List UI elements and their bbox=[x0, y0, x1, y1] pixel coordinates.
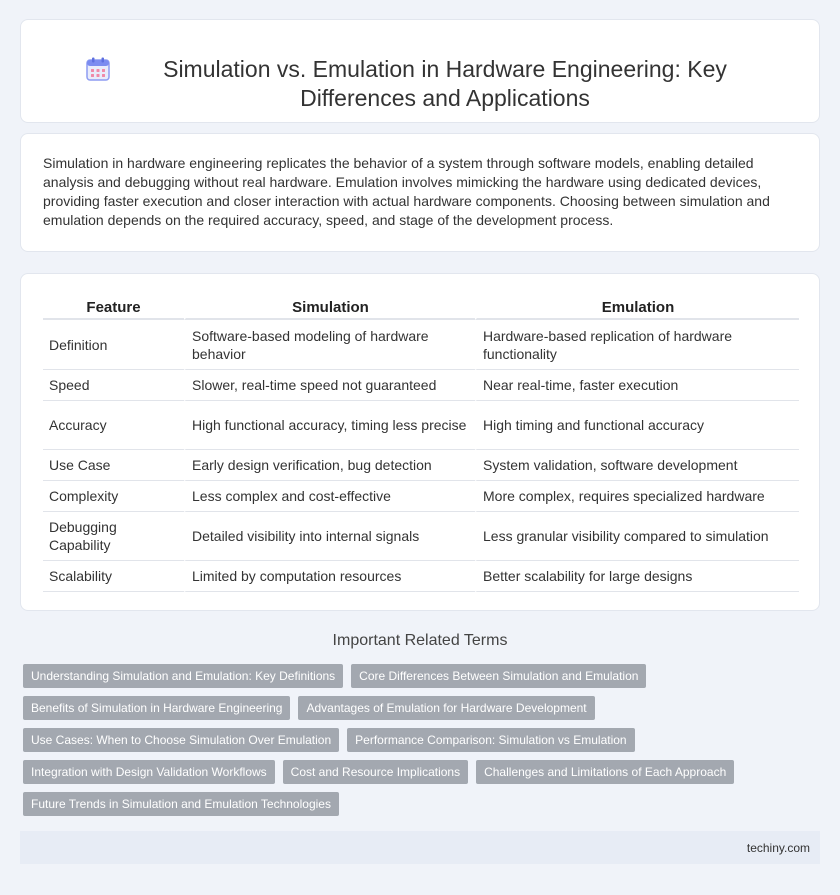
footer bbox=[20, 831, 820, 864]
table-cell-simulation: Limited by computation resources bbox=[184, 561, 475, 592]
related-terms-list bbox=[23, 664, 783, 824]
intro-card bbox=[20, 133, 820, 252]
table-cell-simulation: Slower, real-time speed not guaranteed bbox=[184, 370, 475, 401]
table-row bbox=[43, 401, 799, 450]
table-cell-feature: Use Case bbox=[43, 450, 184, 481]
table-header-row bbox=[43, 295, 799, 320]
table-cell-feature: Complexity bbox=[43, 481, 184, 512]
related-terms-heading: Important Related Terms bbox=[332, 632, 508, 649]
table-cell-emulation: Better scalability for large designs bbox=[475, 561, 799, 592]
title-card bbox=[20, 19, 820, 123]
table-row bbox=[43, 370, 799, 401]
table-cell-feature: Definition bbox=[43, 320, 184, 370]
table-cell-simulation: High functional accuracy, timing less precise bbox=[184, 401, 475, 450]
related-term-tag[interactable]: Advantages of Emulation for Hardware Development bbox=[298, 696, 594, 720]
table-row bbox=[43, 320, 799, 370]
table-cell-simulation: Detailed visibility into internal signals bbox=[184, 512, 475, 561]
related-term-tag[interactable]: Performance Comparison: Simulation vs Emulation bbox=[347, 728, 634, 752]
column-header-feature: Feature bbox=[43, 295, 184, 320]
table-cell-feature: Debugging Capability bbox=[43, 512, 184, 561]
table-cell-simulation: Early design verification, bug detection bbox=[184, 450, 475, 481]
table-cell-emulation: High timing and functional accuracy bbox=[475, 401, 799, 450]
related-term-tag[interactable]: Understanding Simulation and Emulation: Key Definitions bbox=[23, 664, 343, 688]
table-cell-emulation: Near real-time, faster execution bbox=[475, 370, 799, 401]
calendar-icon bbox=[85, 56, 111, 82]
table-cell-simulation: Less complex and cost-effective bbox=[184, 481, 475, 512]
related-term-tag[interactable]: Integration with Design Validation Workflows bbox=[23, 760, 275, 784]
table-cell-emulation: Less granular visibility compared to simulation bbox=[475, 512, 799, 561]
column-header-simulation: Simulation bbox=[184, 295, 475, 320]
table-cell-emulation: System validation, software development bbox=[475, 450, 799, 481]
table-cell-simulation: Software-based modeling of hardware behavior bbox=[184, 320, 475, 370]
table-row bbox=[43, 561, 799, 592]
table-cell-emulation: Hardware-based replication of hardware functionality bbox=[475, 320, 799, 370]
related-term-tag[interactable]: Core Differences Between Simulation and Emulation bbox=[351, 664, 646, 688]
related-term-tag[interactable]: Challenges and Limitations of Each Approach bbox=[476, 760, 734, 784]
table-cell-feature: Accuracy bbox=[43, 401, 184, 450]
table-cell-feature: Scalability bbox=[43, 561, 184, 592]
comparison-table-card bbox=[20, 273, 820, 611]
related-term-tag[interactable]: Use Cases: When to Choose Simulation Over Emulation bbox=[23, 728, 339, 752]
column-header-emulation: Emulation bbox=[475, 295, 799, 320]
page-title: Simulation vs. Emulation in Hardware Engineering: Key Differences and Applications bbox=[163, 55, 727, 111]
intro-paragraph: Simulation in hardware engineering replicates the behavior of a system through software models, enabling detailed analysis and debugging without real hardware. Emulation involves mimicking the hardware using dedicated devices, providing faster execution and closer interaction with actual hardware components. Choosing between simulation and emulation depends on the required accuracy, speed, and stage of the development process. bbox=[43, 155, 770, 228]
related-term-tag[interactable]: Future Trends in Simulation and Emulation Technologies bbox=[23, 792, 339, 816]
related-term-tag[interactable]: Cost and Resource Implications bbox=[283, 760, 468, 784]
table-row bbox=[43, 512, 799, 561]
table-cell-feature: Speed bbox=[43, 370, 184, 401]
related-term-tag[interactable]: Benefits of Simulation in Hardware Engineering bbox=[23, 696, 290, 720]
comparison-table bbox=[43, 295, 799, 592]
table-row bbox=[43, 481, 799, 512]
table-row bbox=[43, 450, 799, 481]
table-cell-emulation: More complex, requires specialized hardware bbox=[475, 481, 799, 512]
footer-site-link[interactable]: techiny.com bbox=[746, 840, 810, 855]
